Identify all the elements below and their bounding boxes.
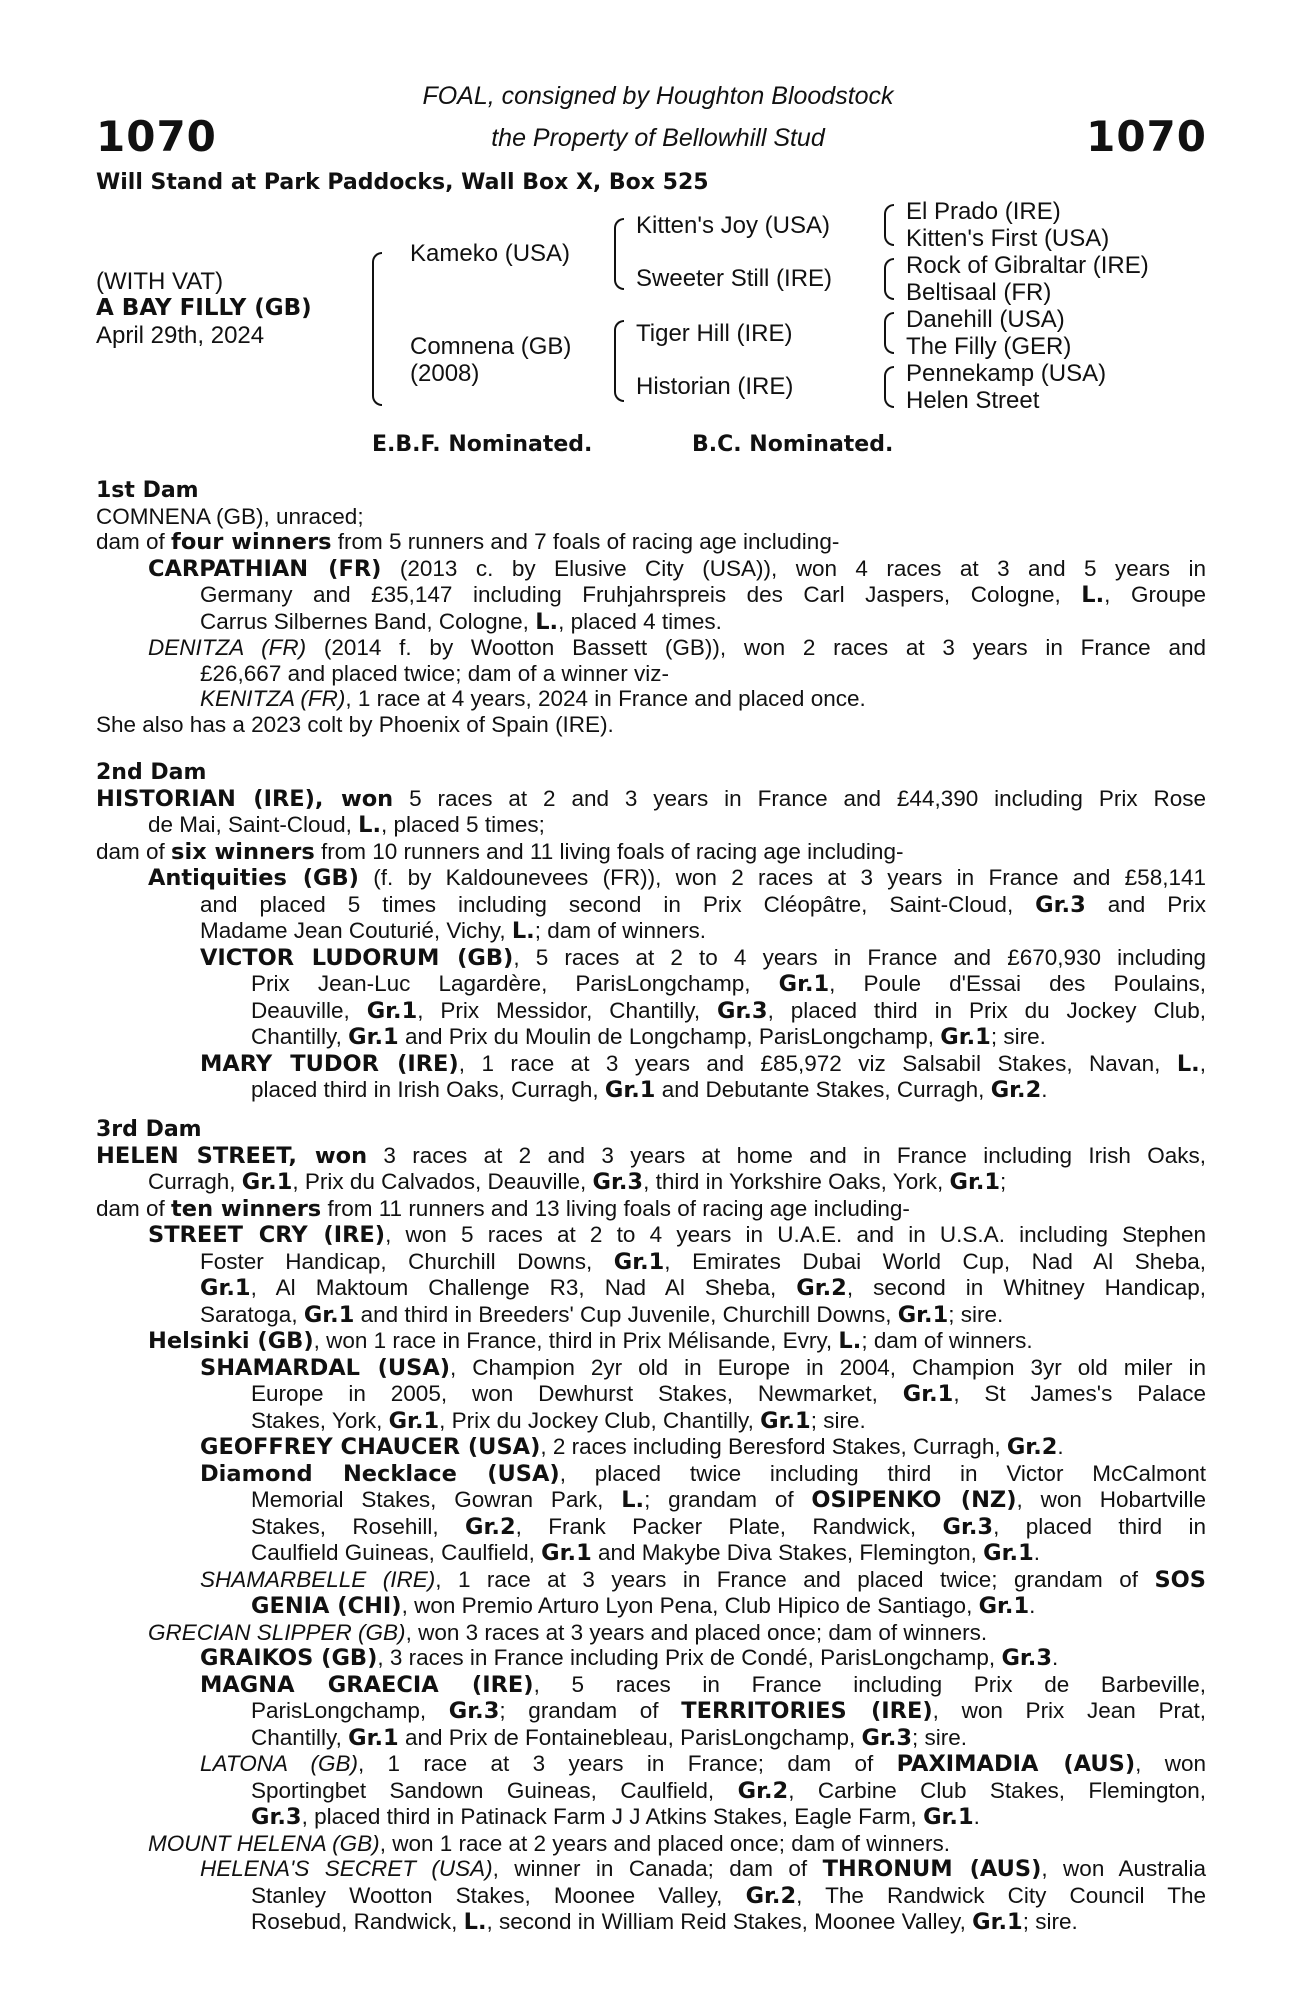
pedigree-brace-3b — [884, 258, 894, 300]
text-line: VICTOR LUDORUM (GB), 5 races at 2 to 4 years in France and £670,930 including — [200, 944, 1206, 971]
text-line: MAGNA GRAECIA (IRE), 5 races in France including Prix de Barbeville, — [200, 1671, 1206, 1698]
lot-number-left: 1070 — [96, 112, 217, 161]
text-line: MOUNT HELENA (GB), won 1 race at 2 years and placed once; dam of winners. — [148, 1830, 951, 1856]
pedigree-dds: Pennekamp (USA) — [906, 360, 1107, 387]
text-line: de Mai, Saint-Cloud, L., placed 5 times; — [148, 812, 545, 838]
pedigree-dsd: The Filly (GER) — [906, 333, 1072, 360]
text-line: Helsinki (GB), won 1 race in France, third in Prix Mélisande, Evry, L.; dam of winners. — [148, 1328, 1033, 1354]
text-line: Diamond Necklace (USA), placed twice including third in Victor McCalmont — [200, 1460, 1206, 1487]
pedigree-sd: Sweeter Still (IRE) — [636, 265, 833, 292]
pedigree-brace-3a — [884, 204, 894, 246]
text-line: Deauville, Gr.1, Prix Messidor, Chantilly, Gr.3, placed third in Prix du Jockey Club, — [251, 997, 1206, 1024]
pedigree-brace-2a — [614, 218, 624, 290]
pedigree-dd: Historian (IRE) — [636, 373, 794, 400]
pedigree-dss: Danehill (USA) — [906, 306, 1065, 333]
pedigree-dam: Comnena (GB) — [410, 333, 572, 360]
text-line: Chantilly, Gr.1 and Prix de Fontainebleau, ParisLongchamp, Gr.3; sire. — [251, 1724, 968, 1751]
text-line: GEOFFREY CHAUCER (USA), 2 races including Beresford Stakes, Curragh, Gr.2. — [200, 1434, 1064, 1460]
text-line: LATONA (GB), 1 race at 3 years in France; dam of PAXIMADIA (AUS), won — [200, 1751, 1207, 1777]
text-line: GRAIKOS (GB), 3 races in France including Prix de Condé, ParisLongchamp, Gr.3. — [200, 1645, 1059, 1671]
text-line: Rosebud, Randwick, L., second in William Reid Stakes, Moonee Valley, Gr.1; sire. — [251, 1909, 1078, 1935]
text-line: Gr.3, placed third in Patinack Farm J J Atkins Stakes, Eagle Farm, Gr.1. — [251, 1804, 980, 1830]
text-line: £26,667 and placed twice; dam of a winner viz- — [200, 660, 670, 686]
third-dam-heading: 3rd Dam — [96, 1117, 202, 1142]
text-line: KENITZA (FR), 1 race at 4 years, 2024 in France and placed once. — [200, 686, 866, 711]
text-line: dam of six winners from 10 runners and 11 living foals of racing age including- — [96, 838, 904, 865]
second-dam-section — [96, 760, 1206, 1104]
text-line: STREET CRY (IRE), won 5 races at 2 to 4 years in U.A.E. and in U.S.A. including Stephen — [148, 1222, 1206, 1248]
text-line: GENIA (CHI), won Premio Arturo Lyon Pena, Club Hipico de Santiago, Gr.1. — [251, 1593, 1036, 1619]
pedigree-sss: El Prado (IRE) — [906, 198, 1061, 225]
text-line: SHAMARBELLE (IRE), 1 race at 3 years in France and placed twice; grandam of SOS — [200, 1566, 1206, 1593]
first-dam-heading: 1st Dam — [96, 478, 199, 503]
text-line: dam of ten winners from 11 runners and 13 living foals of racing age including- — [96, 1195, 910, 1222]
vat-note: (WITH VAT) — [96, 268, 224, 295]
property-line: the Property of Bellowhill Stud — [491, 124, 825, 152]
text-line: Memorial Stakes, Gowran Park, L.; grandam of OSIPENKO (NZ), won Hobartville — [251, 1487, 1206, 1513]
stand-location: Will Stand at Park Paddocks, Wall Box X, Box 525 — [96, 170, 709, 195]
text-line: MARY TUDOR (IRE), 1 race at 3 years and £85,972 viz Salsabil Stakes, Navan, L., — [200, 1050, 1206, 1077]
lot-number-right: 1070 — [1086, 112, 1207, 161]
ebf-nomination: E.B.F. Nominated. — [372, 432, 593, 457]
text-line: COMNENA (GB), unraced; — [96, 503, 364, 529]
pedigree-brace-1 — [372, 252, 382, 406]
text-line: Germany and £35,147 including Fruhjahrspreis des Carl Jaspers, Cologne, L., Groupe — [200, 582, 1206, 608]
text-line: Caulfield Guineas, Caulfield, Gr.1 and Makybe Diva Stakes, Flemington, Gr.1. — [251, 1540, 1040, 1566]
text-line: SHAMARDAL (USA), Champion 2yr old in Europe in 2004, Champion 3yr old miler in — [200, 1354, 1207, 1381]
first-dam-section — [96, 478, 1206, 737]
text-line: Stakes, Rosehill, Gr.2, Frank Packer Plate, Randwick, Gr.3, placed third in — [251, 1513, 1207, 1540]
text-line: Foster Handicap, Churchill Downs, Gr.1, Emirates Dubai World Cup, Nad Al Sheba, — [200, 1248, 1207, 1275]
text-line: HISTORIAN (IRE), won 5 races at 2 and 3 years in France and £44,390 including Prix Rose — [96, 785, 1206, 812]
consignment-line: FOAL, consigned by Houghton Bloodstock — [422, 82, 894, 110]
text-line: dam of four winners from 5 runners and 7 foals of racing age including- — [96, 529, 840, 555]
text-line: Stanley Wootton Stakes, Moonee Valley, Gr.2, The Randwick City Council The — [251, 1882, 1207, 1909]
pedigree-brace-3c — [884, 312, 894, 354]
text-line: placed third in Irish Oaks, Curragh, Gr.1 and Debutante Stakes, Curragh, Gr.2. — [251, 1077, 1048, 1103]
text-line: Chantilly, Gr.1 and Prix du Moulin de Longchamp, ParisLongchamp, Gr.1; sire. — [251, 1024, 1046, 1050]
second-dam-heading: 2nd Dam — [96, 760, 207, 785]
pedigree-sds: Rock of Gibraltar (IRE) — [906, 252, 1149, 279]
pedigree-ddd: Helen Street — [906, 387, 1040, 414]
text-line: Gr.1, Al Maktoum Challenge R3, Nad Al Sheba, Gr.2, second in Whitney Handicap, — [200, 1275, 1206, 1301]
pedigree-sire: Kameko (USA) — [410, 240, 571, 267]
text-line: Europe in 2005, won Dewhurst Stakes, Newmarket, Gr.1, St James's Palace — [251, 1381, 1207, 1407]
text-line: Prix Jean-Luc Lagardère, ParisLongchamp, Gr.1, Poule d'Essai des Poulains, — [251, 971, 1206, 997]
text-line: HELEN STREET, won 3 races at 2 and 3 years at home and in France including Irish Oaks, — [96, 1142, 1206, 1169]
text-line: She also has a 2023 colt by Phoenix of Spain (IRE). — [96, 711, 614, 737]
third-dam-section — [96, 1117, 1206, 1936]
horse-name: A BAY FILLY (GB) — [96, 295, 312, 321]
text-line: Carrus Silbernes Band, Cologne, L., placed 4 times. — [200, 608, 722, 635]
text-line: Madame Jean Couturié, Vichy, L.; dam of winners. — [200, 918, 707, 944]
text-line: DENITZA (FR) (2014 f. by Wootton Bassett (GB)), won 2 races at 3 years in France and — [148, 635, 1206, 660]
text-line: Saratoga, Gr.1 and third in Breeders' Cup Juvenile, Churchill Downs, Gr.1; sire. — [200, 1301, 1004, 1328]
foaling-date: April 29th, 2024 — [96, 322, 265, 349]
text-line: HELENA'S SECRET (USA), winner in Canada; dam of THRONUM (AUS), won Australia — [200, 1856, 1207, 1882]
pedigree-ssd: Kitten's First (USA) — [906, 225, 1110, 252]
text-line: ParisLongchamp, Gr.3; grandam of TERRITORIES (IRE), won Prix Jean Prat, — [251, 1698, 1206, 1724]
text-line: Curragh, Gr.1, Prix du Calvados, Deauville, Gr.3, third in Yorkshire Oaks, York, Gr.1; — [148, 1169, 1007, 1195]
bc-nomination: B.C. Nominated. — [692, 432, 894, 457]
pedigree-ss: Kitten's Joy (USA) — [636, 212, 830, 239]
text-line: Stakes, York, Gr.1, Prix du Jockey Club, Chantilly, Gr.1; sire. — [251, 1407, 866, 1434]
text-line: and placed 5 times including second in Prix Cléopâtre, Saint-Cloud, Gr.3 and Prix — [200, 891, 1206, 918]
pedigree-brace-3d — [884, 366, 894, 408]
text-line: Antiquities (GB) (f. by Kaldounevees (FR)), won 2 races at 3 years in France and £58,141 — [148, 865, 1207, 891]
pedigree-ds: Tiger Hill (IRE) — [636, 320, 793, 347]
text-line: GRECIAN SLIPPER (GB), won 3 races at 3 years and placed once; dam of winners. — [148, 1619, 988, 1645]
pedigree-sdd: Beltisaal (FR) — [906, 279, 1052, 306]
text-line: CARPATHIAN (FR) (2013 c. by Elusive City (USA)), won 4 races at 3 and 5 years in — [148, 555, 1206, 582]
pedigree-brace-2b — [614, 320, 624, 402]
text-line: Sportingbet Sandown Guineas, Caulfield, Gr.2, Carbine Club Stakes, Flemington, — [251, 1777, 1206, 1804]
pedigree-dam-year: (2008) — [410, 360, 480, 387]
